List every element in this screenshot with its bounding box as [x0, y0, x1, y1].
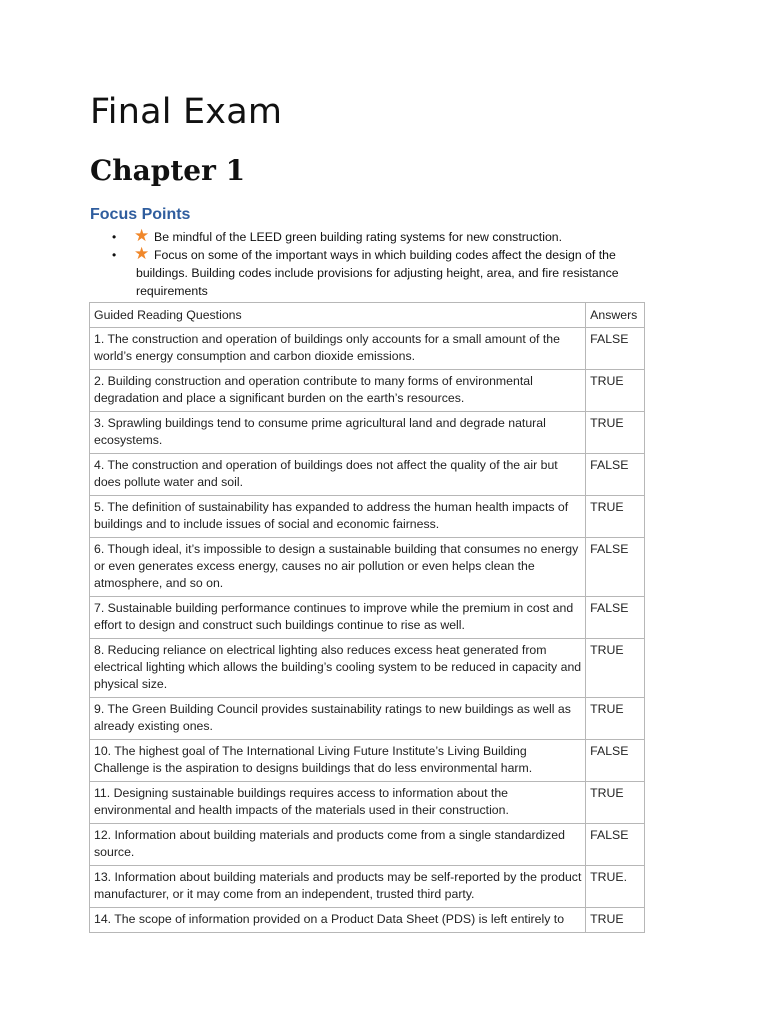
answer-cell: TRUE: [586, 782, 645, 824]
answer-cell: FALSE: [586, 328, 645, 370]
column-header-answers: Answers: [586, 303, 645, 328]
guided-reading-table: [89, 302, 645, 933]
question-cell: 5. The definition of sustainability has expanded to address the human health impacts of buildings and to include issues of social and economic fairness.: [90, 496, 586, 538]
answer-cell: TRUE: [586, 412, 645, 454]
question-cell: 13. Information about building materials and products may be self-reported by the product manufacturer, or it may come from an independent, trusted third party.: [90, 866, 586, 908]
table-row: [90, 454, 645, 496]
question-cell: 1. The construction and operation of buildings only accounts for a small amount of the world’s energy consumption and carbon dioxide emissions.: [90, 328, 586, 370]
table-row: [90, 908, 645, 933]
bullet-dot-icon: •: [112, 248, 117, 262]
star-icon: ★: [134, 226, 150, 245]
question-cell: 4. The construction and operation of buildings does not affect the quality of the air but does pollute water and soil.: [90, 454, 586, 496]
table-row: [90, 538, 645, 597]
answer-cell: TRUE.: [586, 866, 645, 908]
question-cell: 10. The highest goal of The International Living Future Institute’s Living Building Challenge is the aspiration to designs buildings that do less environmental harm.: [90, 740, 586, 782]
question-cell: 7. Sustainable building performance continues to improve while the premium in cost and effort to design and construct such buildings continue to rise as well.: [90, 597, 586, 639]
answer-cell: FALSE: [586, 454, 645, 496]
table-row: [90, 824, 645, 866]
table-row: [90, 412, 645, 454]
focus-point-item: [108, 246, 648, 300]
answer-cell: FALSE: [586, 824, 645, 866]
star-icon: ★: [134, 244, 150, 263]
column-header-questions: Guided Reading Questions: [90, 303, 586, 328]
answer-cell: TRUE: [586, 639, 645, 698]
answer-cell: FALSE: [586, 538, 645, 597]
table-row: [90, 597, 645, 639]
focus-point-item: [108, 228, 648, 246]
focus-points-list: [108, 228, 648, 300]
answer-cell: FALSE: [586, 597, 645, 639]
table-row: [90, 639, 645, 698]
table-row: [90, 866, 645, 908]
question-cell: 3. Sprawling buildings tend to consume prime agricultural land and degrade natural ecosystems.: [90, 412, 586, 454]
table-header-row: [90, 303, 645, 328]
question-cell: 2. Building construction and operation contribute to many forms of environmental degradation and place a significant burden on the earth’s resources.: [90, 370, 586, 412]
table-row: [90, 698, 645, 740]
question-cell: 6. Though ideal, it’s impossible to design a sustainable building that consumes no energy or even generates excess energy, causes no air pollution or even helps clean the atmosphere, and so on.: [90, 538, 586, 597]
answer-cell: FALSE: [586, 740, 645, 782]
section-heading: Focus Points: [90, 206, 191, 223]
question-cell: 11. Designing sustainable buildings requires access to information about the environmental and health impacts of the materials used in their construction.: [90, 782, 586, 824]
table-row: [90, 496, 645, 538]
answer-cell: TRUE: [586, 698, 645, 740]
table-row: [90, 740, 645, 782]
table-row: [90, 328, 645, 370]
question-cell: 14. The scope of information provided on a Product Data Sheet (PDS) is left entirely to: [90, 908, 586, 933]
answer-cell: TRUE: [586, 908, 645, 933]
bullet-dot-icon: •: [112, 230, 117, 244]
focus-point-text: Focus on some of the important ways in which building codes affect the design of the buildings. Building codes include provisions for adjusting height, area, and fire resistance requirements: [136, 248, 619, 298]
question-cell: 8. Reducing reliance on electrical lighting also reduces excess heat generated from electrical lighting which allows the building’s cooling system to be reduced in capacity and physical size.: [90, 639, 586, 698]
page-title: Final Exam: [90, 92, 283, 132]
table-row: [90, 782, 645, 824]
answer-cell: TRUE: [586, 370, 645, 412]
focus-point-text: Be mindful of the LEED green building rating systems for new construction.: [154, 230, 563, 244]
answer-cell: TRUE: [586, 496, 645, 538]
question-cell: 12. Information about building materials and products come from a single standardized source.: [90, 824, 586, 866]
chapter-heading: Chapter 1: [90, 154, 246, 187]
table-row: [90, 370, 645, 412]
question-cell: 9. The Green Building Council provides sustainability ratings to new buildings as well as already existing ones.: [90, 698, 586, 740]
